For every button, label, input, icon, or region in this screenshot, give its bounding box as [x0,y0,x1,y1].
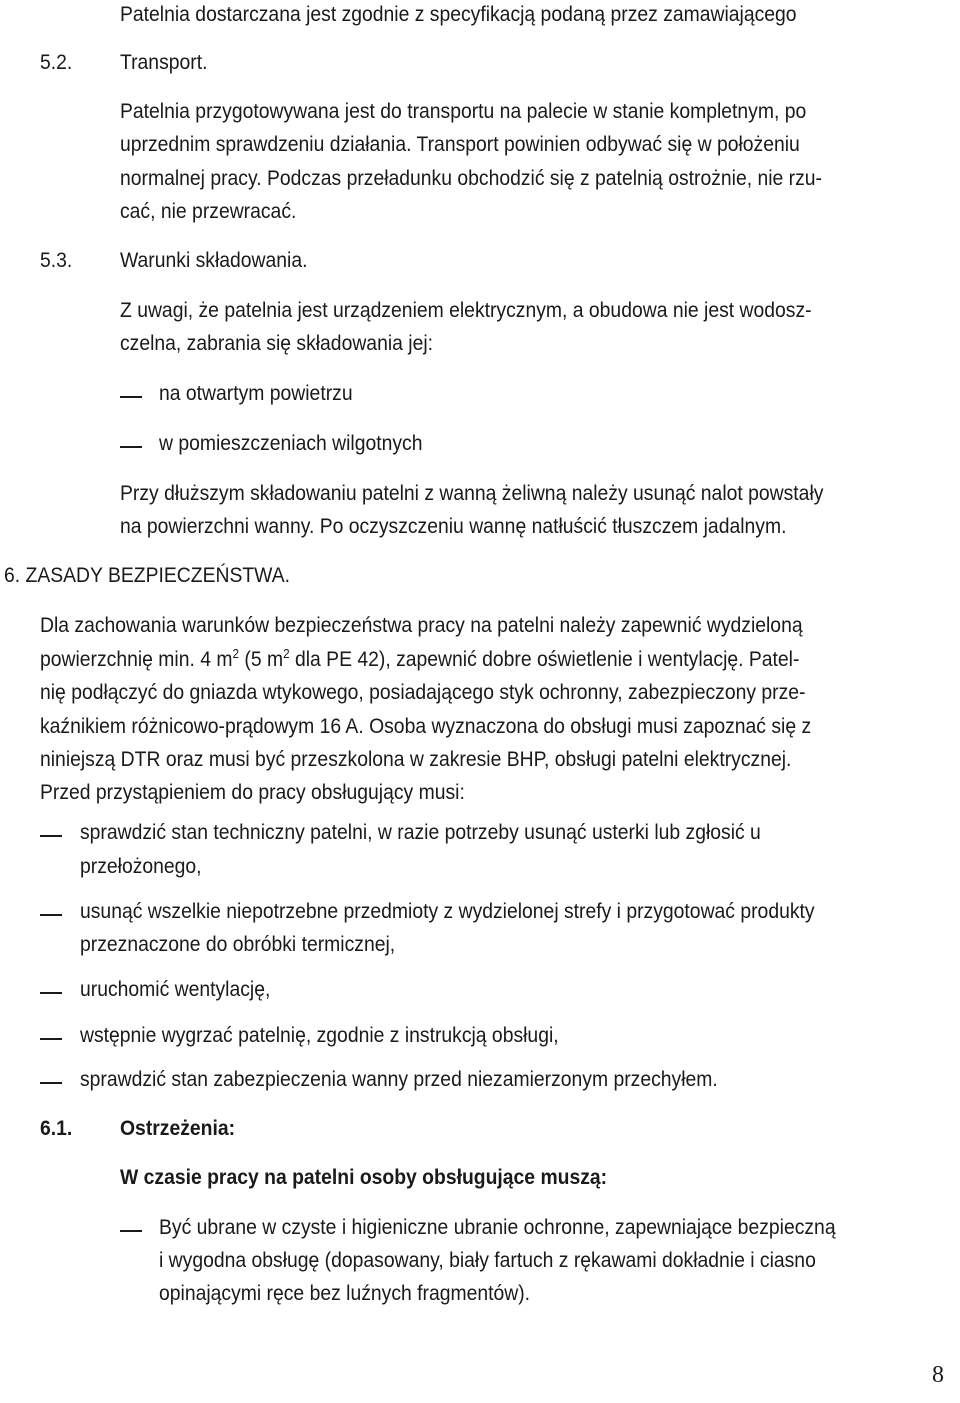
section-title-transport: Transport. [120,50,208,74]
paragraph-line: cać, nie przewracać. [120,199,297,223]
paragraph-line: niniejszą DTR oraz musi być przeszkolona w zakresie BHP, obsługi patelni elektrycznej. [40,747,792,771]
intro-line: Patelnia dostarczana jest zgodnie z specyfikacją podaną przez zamawiającego [120,2,797,26]
paragraph-line: Przy dłuższym składowaniu patelni z wanną żeliwną należy usunąć nalot powstały [120,481,824,505]
list-dash [120,396,142,398]
list-dash [40,914,62,916]
list-item-line: usunąć wszelkie niepotrzebne przedmioty z wydzielonej strefy i przygotować produkty [80,899,815,923]
paragraph-line: Z uwagi, że patelnia jest urządzeniem elektrycznym, a obudowa nie jest wodosz- [120,298,812,322]
list-item-line: przełożonego, [80,854,202,878]
paragraph-line: Przed przystąpieniem do pracy obsługujący musi: [40,780,465,804]
list-item-line: przeznaczone do obróbki termicznej, [80,932,396,956]
list-item: w pomieszczeniach wilgotnych [159,431,423,455]
paragraph-line: nię podłączyć do gniazda wtykowego, posiadającego styk ochronny, zabezpieczony prze- [40,680,806,704]
list-item-line: wstępnie wygrzać patelnię, zgodnie z instrukcją obsługi, [80,1023,559,1047]
paragraph-line-with-superscripts: powierzchnię min. 4 $m^2$ (5 $m^2$ dla PE 42), zapewnić dobre oświetlenie i wentylację. Patel- [40,646,800,671]
section-number-6-1: 6.1. [40,1116,73,1140]
section-number-5-3: 5.3. [40,248,73,272]
list-item: na otwartym powietrzu [159,381,353,405]
list-item-line: Być ubrane w czyste i higieniczne ubranie ochronne, zapewniające bezpieczną [159,1215,836,1239]
list-item-line: i wygodna obsługę (dopasowany, biały fartuch z rękawami dokładnie i ciasno [159,1248,816,1272]
section-title-storage: Warunki składowania. [120,248,308,272]
list-item-line: uruchomić wentylację, [80,977,271,1001]
paragraph-line: czelna, zabrania się składowania jej: [120,331,434,355]
section-number-5-2: 5.2. [40,50,73,74]
list-dash [40,992,62,994]
page-number: 8 [932,1362,944,1388]
list-item-line: sprawdzić stan zabezpieczenia wanny przed niezamierzonym przechyłem. [80,1067,718,1091]
list-dash [120,446,142,448]
section-heading-6: 6. ZASADY BEZPIECZEŃSTWA. [4,563,291,587]
paragraph-line: uprzednim sprawdzeniu działania. Transport powinien odbywać się w położeniu [120,132,800,156]
paragraph-line: na powierzchni wanny. Po oczyszczeniu wannę natłuścić tłuszczem jadalnym. [120,514,787,538]
list-dash [40,835,62,837]
list-item-line: sprawdzić stan techniczny patelni, w razie potrzeby usunąć usterki lub zgłosić u [80,820,761,844]
list-dash [120,1230,142,1232]
paragraph-line: kaźnikiem różnicowo-prądowym 16 A. Osoba wyznaczona do obsługi musi zapoznać się z [40,714,812,738]
paragraph-line: Patelnia przygotowywana jest do transportu na palecie w stanie kompletnym, po [120,99,807,123]
subsection-subtitle: W czasie pracy na patelni osoby obsługujące muszą: [120,1165,608,1189]
list-dash [40,1038,62,1040]
list-item-line: opinającymi ręce bez luźnych fragmentów). [159,1281,531,1305]
paragraph-line: normalnej pracy. Podczas przeładunku obchodzić się z patelnią ostrożnie, nie rzu- [120,166,822,190]
section-title-warnings: Ostrzeżenia: [120,1116,236,1140]
list-dash [40,1082,62,1084]
paragraph-line: Dla zachowania warunków bezpieczeństwa pracy na patelni należy zapewnić wydzieloną [40,613,803,637]
